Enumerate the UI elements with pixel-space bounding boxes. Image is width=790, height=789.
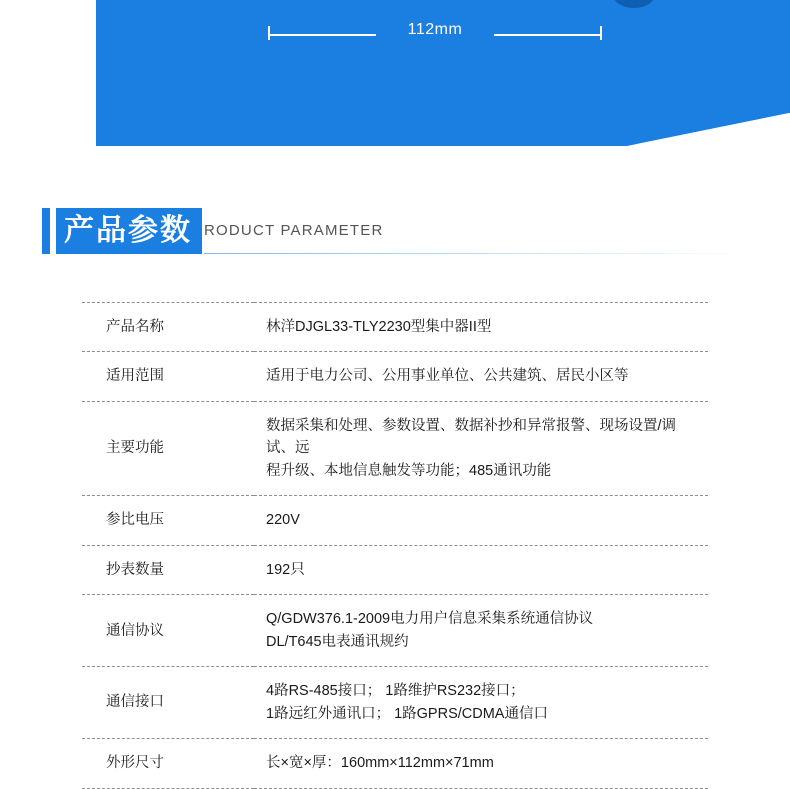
parameter-table-body — [82, 303, 708, 789]
param-key: 产品名称 — [106, 319, 164, 335]
param-value-line: 长×宽×厚：160mm×112mm×71mm — [266, 755, 494, 772]
param-value-line: 192只 — [266, 561, 305, 578]
param-key: 适用范围 — [106, 368, 164, 385]
param-value-line: 林洋DJGL33-TLY2230型集中器II型 — [266, 319, 492, 335]
param-value-line: 程升级、本地信息触发等功能；485通讯功能 — [266, 462, 552, 479]
dimension-line-right — [494, 34, 602, 36]
param-key: 通信协议 — [106, 622, 164, 639]
param-value — [254, 303, 708, 352]
table-row — [82, 739, 708, 788]
section-divider — [204, 253, 750, 254]
param-key: 通信接口 — [106, 694, 164, 711]
param-key: 外形尺寸 — [106, 755, 164, 772]
parameter-table — [82, 302, 708, 789]
table-row — [82, 352, 708, 401]
param-value — [254, 595, 708, 667]
dimension-callout — [268, 18, 602, 54]
dimension-bracket-right — [600, 26, 602, 40]
param-value-line: DL/T645电表通讯规约 — [266, 633, 409, 650]
param-value-line: Q/GDW376.1-2009电力用户信息采集系统通信协议 — [266, 611, 594, 628]
table-row — [82, 496, 708, 545]
table-row — [82, 401, 708, 495]
param-value — [254, 496, 708, 545]
param-value-line: 数据采集和处理、参数设置、数据补抄和异常报警、现场设置/调试、远 — [266, 417, 677, 457]
param-value — [254, 352, 708, 401]
param-value-line: 220V — [266, 512, 300, 529]
table-row — [82, 595, 708, 667]
section-accent-bar — [42, 208, 50, 254]
param-key: 抄表数量 — [106, 561, 164, 578]
section-title-en: RODUCT PARAMETER — [204, 222, 384, 239]
param-value — [254, 667, 708, 739]
hero-bottom-spacer — [0, 146, 790, 172]
param-key: 主要功能 — [106, 440, 164, 457]
table-row — [82, 545, 708, 594]
param-value — [254, 739, 708, 788]
section-title-cn: 产品参数 — [56, 208, 202, 254]
dimension-line-left — [268, 34, 376, 36]
section-header — [0, 208, 790, 270]
param-value — [254, 545, 708, 594]
param-key: 参比电压 — [106, 512, 164, 529]
dimension-label: 112mm — [407, 21, 463, 38]
table-row — [82, 667, 708, 739]
param-value-line: 适用于电力公司、公用事业单位、公共建筑、居民小区等 — [266, 368, 629, 385]
table-row — [82, 303, 708, 352]
param-value-line: 4路RS-485接口； 1路维护RS232接口； — [266, 683, 525, 700]
dimension-bracket-left — [268, 26, 270, 40]
param-value — [254, 401, 708, 495]
param-value-line: 1路远红外通讯口； 1路GPRS/CDMA通信口 — [266, 705, 548, 722]
product-hero-image — [0, 0, 790, 172]
